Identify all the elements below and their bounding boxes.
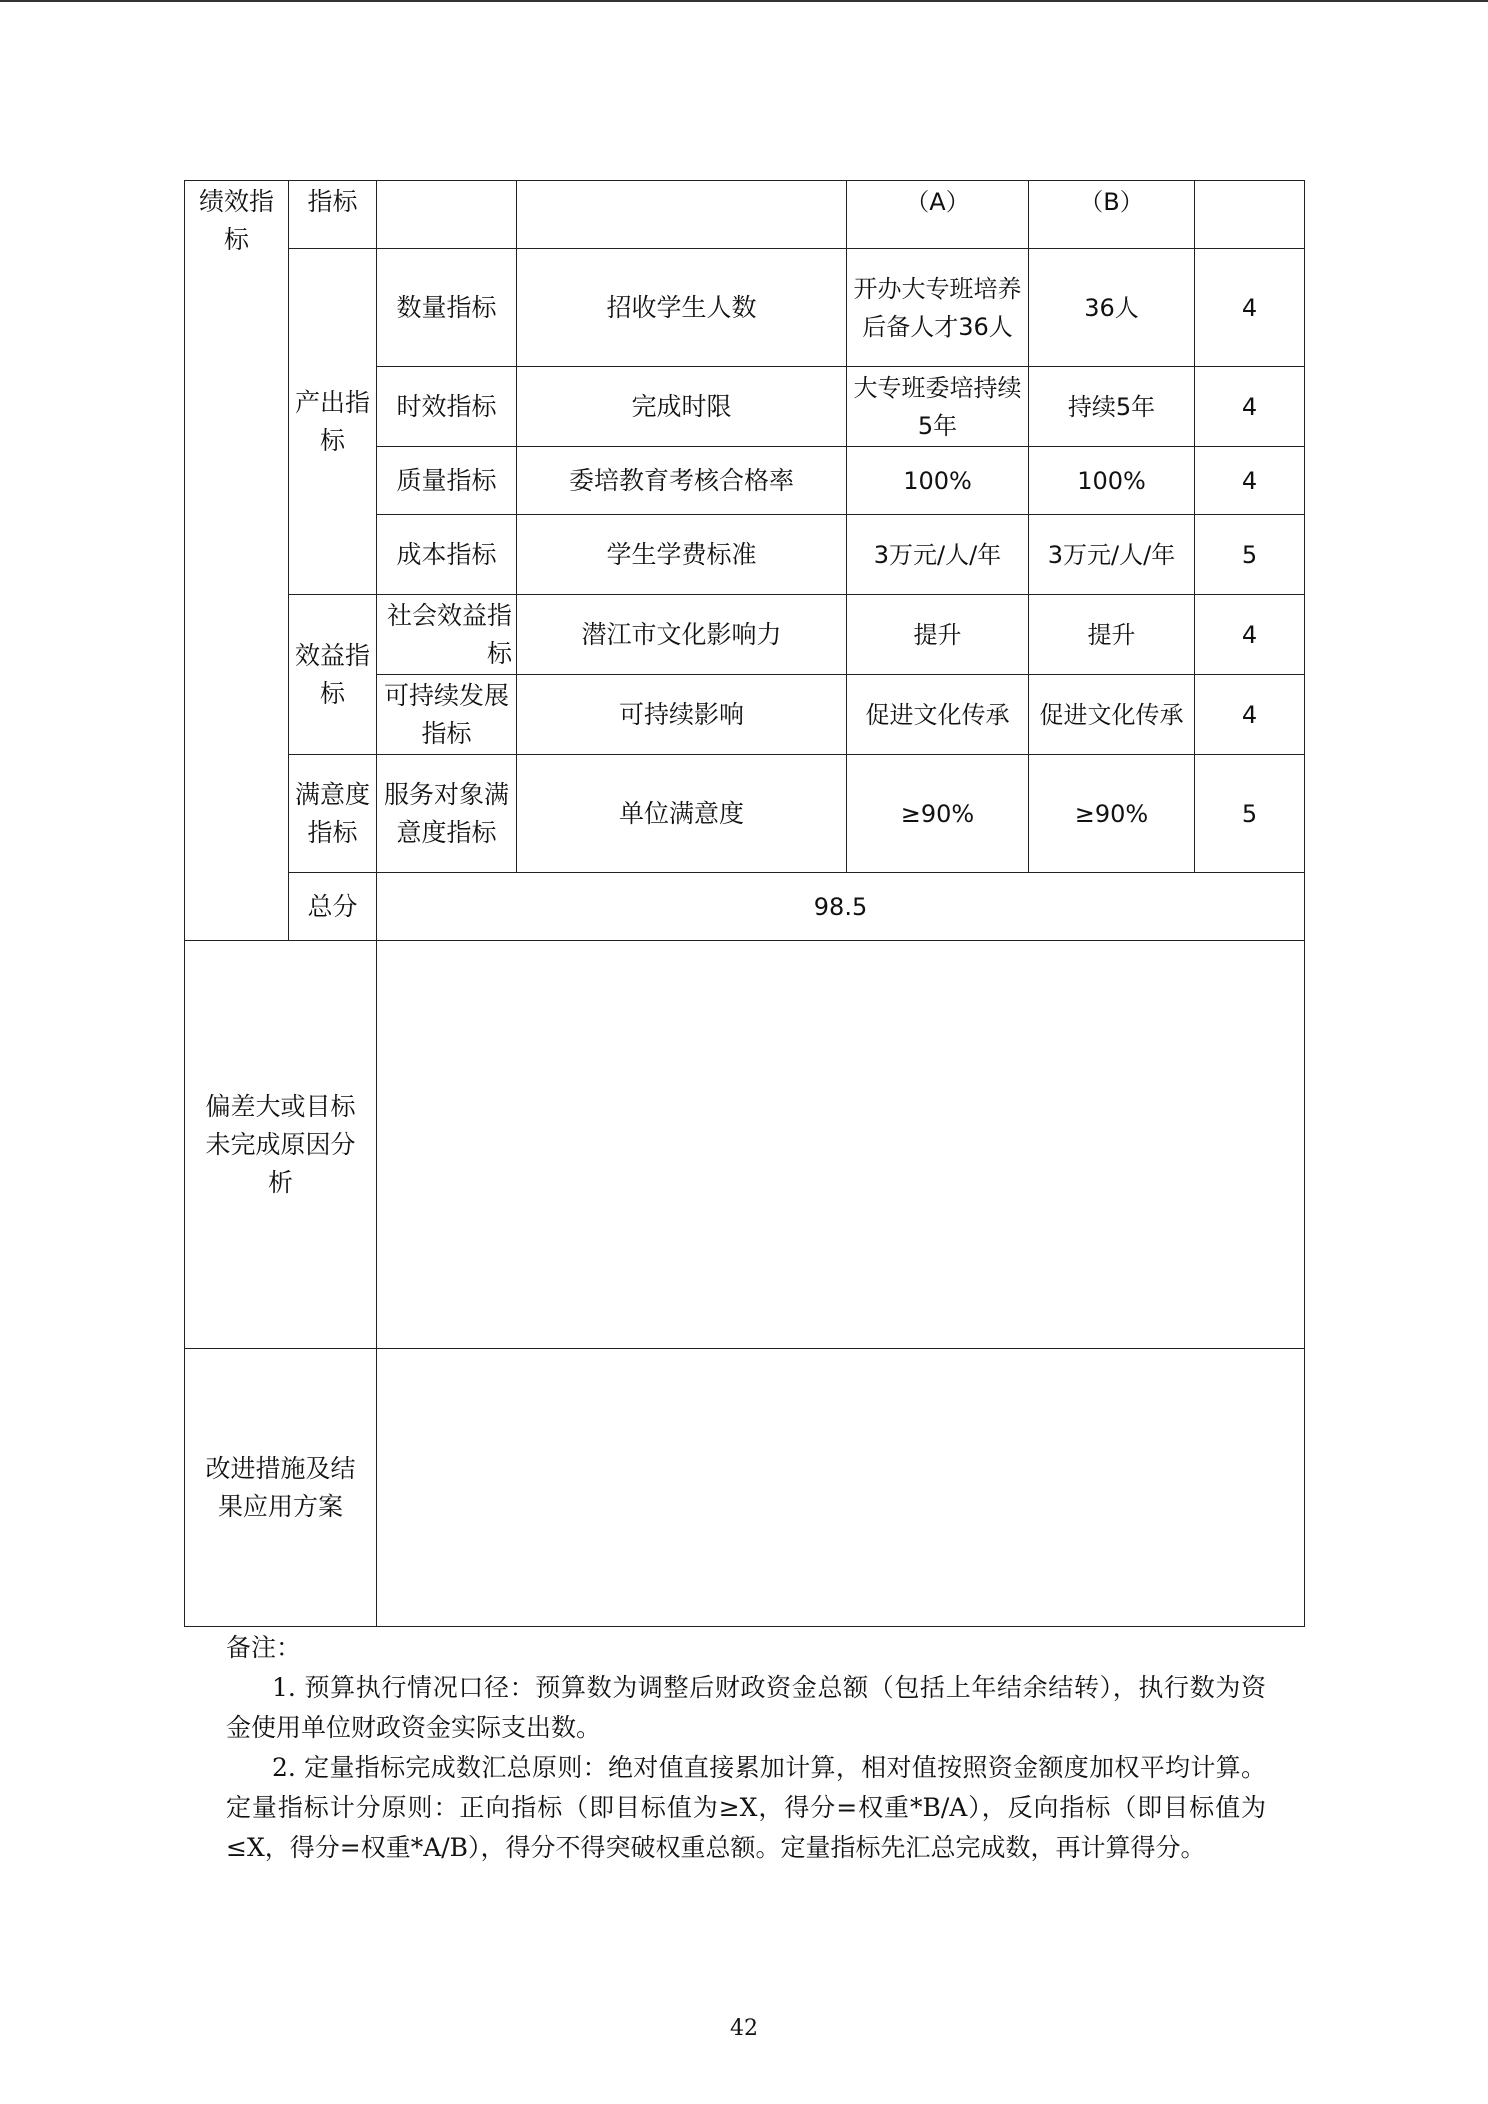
actual-value: ≥90%	[1029, 755, 1195, 873]
notes-section	[226, 1628, 1266, 1868]
notes-title: 备注：	[226, 1633, 302, 1662]
header-a: （A）	[847, 181, 1029, 249]
indicator-item: 学生学费标准	[517, 515, 847, 595]
performance-table	[184, 180, 1305, 1627]
group-output: 产出指标	[289, 249, 377, 595]
actual-value: 36人	[1029, 249, 1195, 367]
header-cell-d	[517, 181, 847, 249]
actual-value: 持续5年	[1029, 367, 1195, 447]
score-value: 5	[1195, 755, 1305, 873]
sub-indicator: 质量指标	[377, 447, 517, 515]
indicator-item: 委培教育考核合格率	[517, 447, 847, 515]
group-benefit: 效益指标	[289, 595, 377, 755]
indicator-item: 可持续影响	[517, 675, 847, 755]
header-cell-c	[377, 181, 517, 249]
header-b: （B）	[1029, 181, 1195, 249]
actual-value: 3万元/人/年	[1029, 515, 1195, 595]
target-value: 大专班委培持续5年	[847, 367, 1029, 447]
sub-indicator: 时效指标	[377, 367, 517, 447]
note-item: 2. 定量指标完成数汇总原则：绝对值直接累加计算，相对值按照资金额度加权平均计算。定量指标计分原则：正向指标（即目标值为≥X，得分=权重*B/A），反向指标（即目标值为≤X，得分=权重*A/B），得分不得突破权重总额。定量指标先汇总完成数，再计算得分。	[226, 1753, 1266, 1862]
table-row	[185, 249, 1305, 367]
total-row	[185, 873, 1305, 941]
improvement-row	[185, 1349, 1305, 1627]
target-value: 100%	[847, 447, 1029, 515]
improvement-label: 改进措施及结果应用方案	[185, 1349, 377, 1627]
deviation-content	[377, 941, 1305, 1349]
total-value: 98.5	[377, 873, 1305, 941]
actual-value: 促进文化传承	[1029, 675, 1195, 755]
deviation-label: 偏差大或目标未完成原因分析	[185, 941, 377, 1349]
actual-value: 100%	[1029, 447, 1195, 515]
table-header-row	[185, 181, 1305, 249]
score-value: 4	[1195, 447, 1305, 515]
score-value: 5	[1195, 515, 1305, 595]
table-row	[185, 755, 1305, 873]
indicator-item: 招收学生人数	[517, 249, 847, 367]
page-top-border	[0, 0, 1488, 2]
sub-indicator: 社会效益指标	[377, 595, 517, 675]
indicator-header: 指标	[289, 181, 377, 249]
target-value: 促进文化传承	[847, 675, 1029, 755]
score-value: 4	[1195, 675, 1305, 755]
sub-indicator: 数量指标	[377, 249, 517, 367]
target-value: 3万元/人/年	[847, 515, 1029, 595]
sub-indicator: 可持续发展指标	[377, 675, 517, 755]
indicator-item: 单位满意度	[517, 755, 847, 873]
score-value: 4	[1195, 367, 1305, 447]
score-value: 4	[1195, 249, 1305, 367]
improvement-content	[377, 1349, 1305, 1627]
sub-indicator: 服务对象满意度指标	[377, 755, 517, 873]
perf-indicator-label: 绩效指标	[185, 181, 289, 941]
indicator-item: 完成时限	[517, 367, 847, 447]
header-cell-g	[1195, 181, 1305, 249]
actual-value: 提升	[1029, 595, 1195, 675]
page-number: 42	[730, 2016, 758, 2041]
note-item: 1. 预算执行情况口径：预算数为调整后财政资金总额（包括上年结余结转），执行数为资金使用单位财政资金实际支出数。	[226, 1673, 1266, 1742]
target-value: 开办大专班培养后备人才36人	[847, 249, 1029, 367]
target-value: 提升	[847, 595, 1029, 675]
table-row	[185, 595, 1305, 675]
indicator-item: 潜江市文化影响力	[517, 595, 847, 675]
group-satisfaction: 满意度指标	[289, 755, 377, 873]
score-value: 4	[1195, 595, 1305, 675]
total-label: 总分	[289, 873, 377, 941]
target-value: ≥90%	[847, 755, 1029, 873]
sub-indicator: 成本指标	[377, 515, 517, 595]
deviation-row	[185, 941, 1305, 1349]
